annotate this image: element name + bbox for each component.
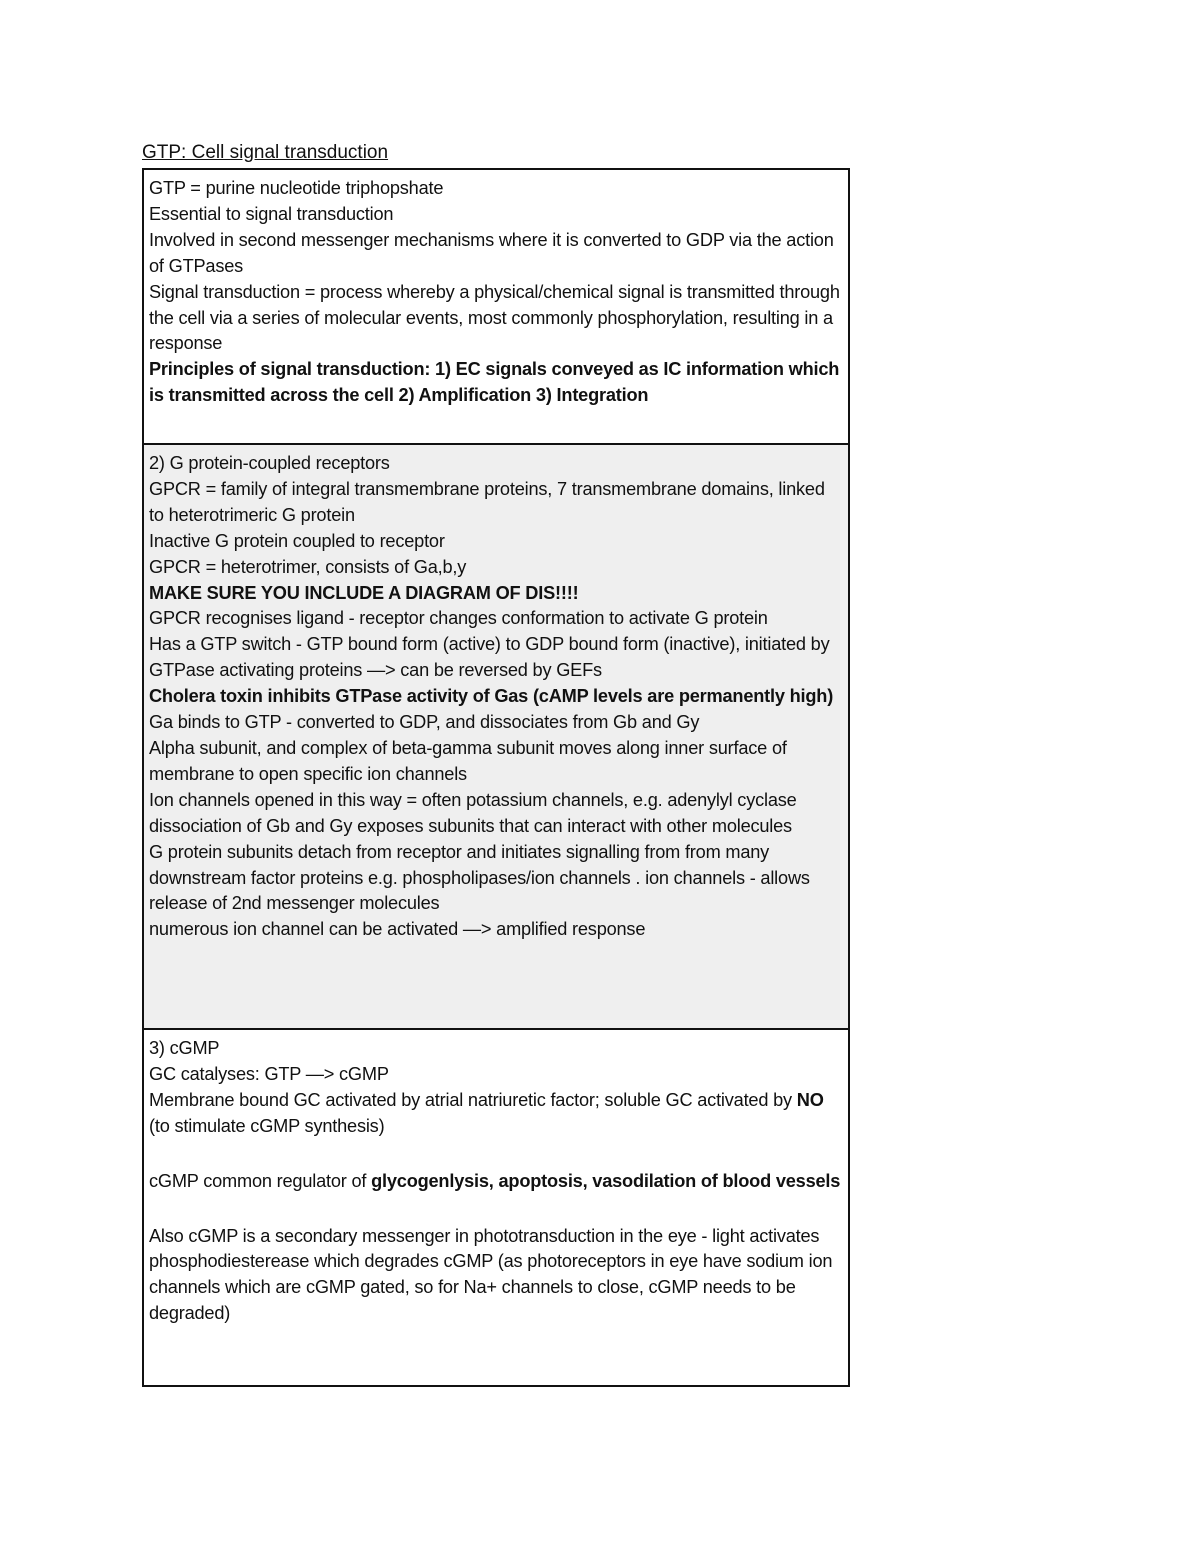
text-line: GPCR = family of integral transmembrane proteins, 7 transmembrane domains, linked to heterotrimeric G protein <box>149 478 825 525</box>
text-line: numerous ion channel can be activated —> amplified response <box>149 919 646 940</box>
bold-reminder: MAKE SURE YOU INCLUDE A DIAGRAM OF DIS!!!! <box>149 582 579 603</box>
text-line: Alpha subunit, and complex of beta-gamma subunit moves along inner surface of membrane to open specific ion channels <box>149 737 787 784</box>
text-line: Essential to signal transduction <box>149 203 394 224</box>
section-heading: 2) G protein-coupled receptors <box>149 453 390 473</box>
text-line: dissociation of Gb and Gy exposes subunits that can interact with other molecules <box>149 815 792 836</box>
section-gpcr <box>144 443 848 1028</box>
text-line: Inactive G protein coupled to receptor <box>149 530 445 551</box>
text-line: Ion channels opened in this way = often potassium channels, e.g. adenylyl cyclase <box>149 789 797 810</box>
bold-cholera-note: Cholera toxin inhibits GTPase activity of Gas (cAMP levels are permanently high) <box>149 686 834 707</box>
text-line <box>149 1169 844 1195</box>
text-run: Membrane bound GC activated by atrial natriuretic factor; soluble GC activated by <box>149 1089 797 1110</box>
bold-run: glycogenlysis, apoptosis, vasodilation of blood vessels <box>371 1170 841 1191</box>
text-line: GTP = purine nucleotide triphopshate <box>149 178 444 198</box>
section-heading: 3) cGMP <box>149 1038 220 1058</box>
notes-table <box>142 168 850 1387</box>
text-line: Signal transduction = process whereby a physical/chemical signal is transmitted through the cell via a series of molecular events, most commonly phosphorylation, resulting in a response <box>149 281 840 354</box>
section-cgmp <box>144 1028 848 1385</box>
text-line: GPCR recognises ligand - receptor changes conformation to activate G protein <box>149 608 768 629</box>
text-line: Ga binds to GTP - converted to GDP, and dissociates from Gb and Gy <box>149 712 700 733</box>
section-gtp-overview <box>144 170 848 443</box>
text-line: Has a GTP switch - GTP bound form (active) to GDP bound form (inactive), initiated by GTPase activating proteins —> can be reversed by GEFs <box>149 634 830 681</box>
bold-principles: Principles of signal transduction: 1) EC signals conveyed as IC information which is transmitted across the cell 2) Amplification 3) Integration <box>149 359 840 406</box>
text-line: G protein subunits detach from receptor and initiates signalling from from many downstream factor proteins e.g. phospholipases/ion channels . ion channels - allows release of 2nd messenger molecules <box>149 841 810 914</box>
blank-line <box>149 1140 844 1169</box>
text-line: GC catalyses: GTP —> cGMP <box>149 1063 389 1084</box>
text-line: Also cGMP is a secondary messenger in phototransduction in the eye - light activates phosphodiesterease which degrades cGMP (as photoreceptors in eye have sodium ion channels which are cGMP gated, so for Na+ channels to close, cGMP needs to be degraded) <box>149 1225 833 1324</box>
text-run: cGMP common regulator of <box>149 1170 372 1191</box>
text-line <box>149 1088 844 1140</box>
blank-line <box>149 1195 844 1224</box>
text-line: Involved in second messenger mechanisms where it is converted to GDP via the action of GTPases <box>149 229 834 276</box>
text-line: GPCR = heterotrimer, consists of Ga,b,y <box>149 556 467 577</box>
text-run: (to stimulate cGMP synthesis) <box>149 1115 385 1136</box>
bold-run: NO <box>796 1089 824 1110</box>
page-title: GTP: Cell signal transduction <box>142 142 389 163</box>
